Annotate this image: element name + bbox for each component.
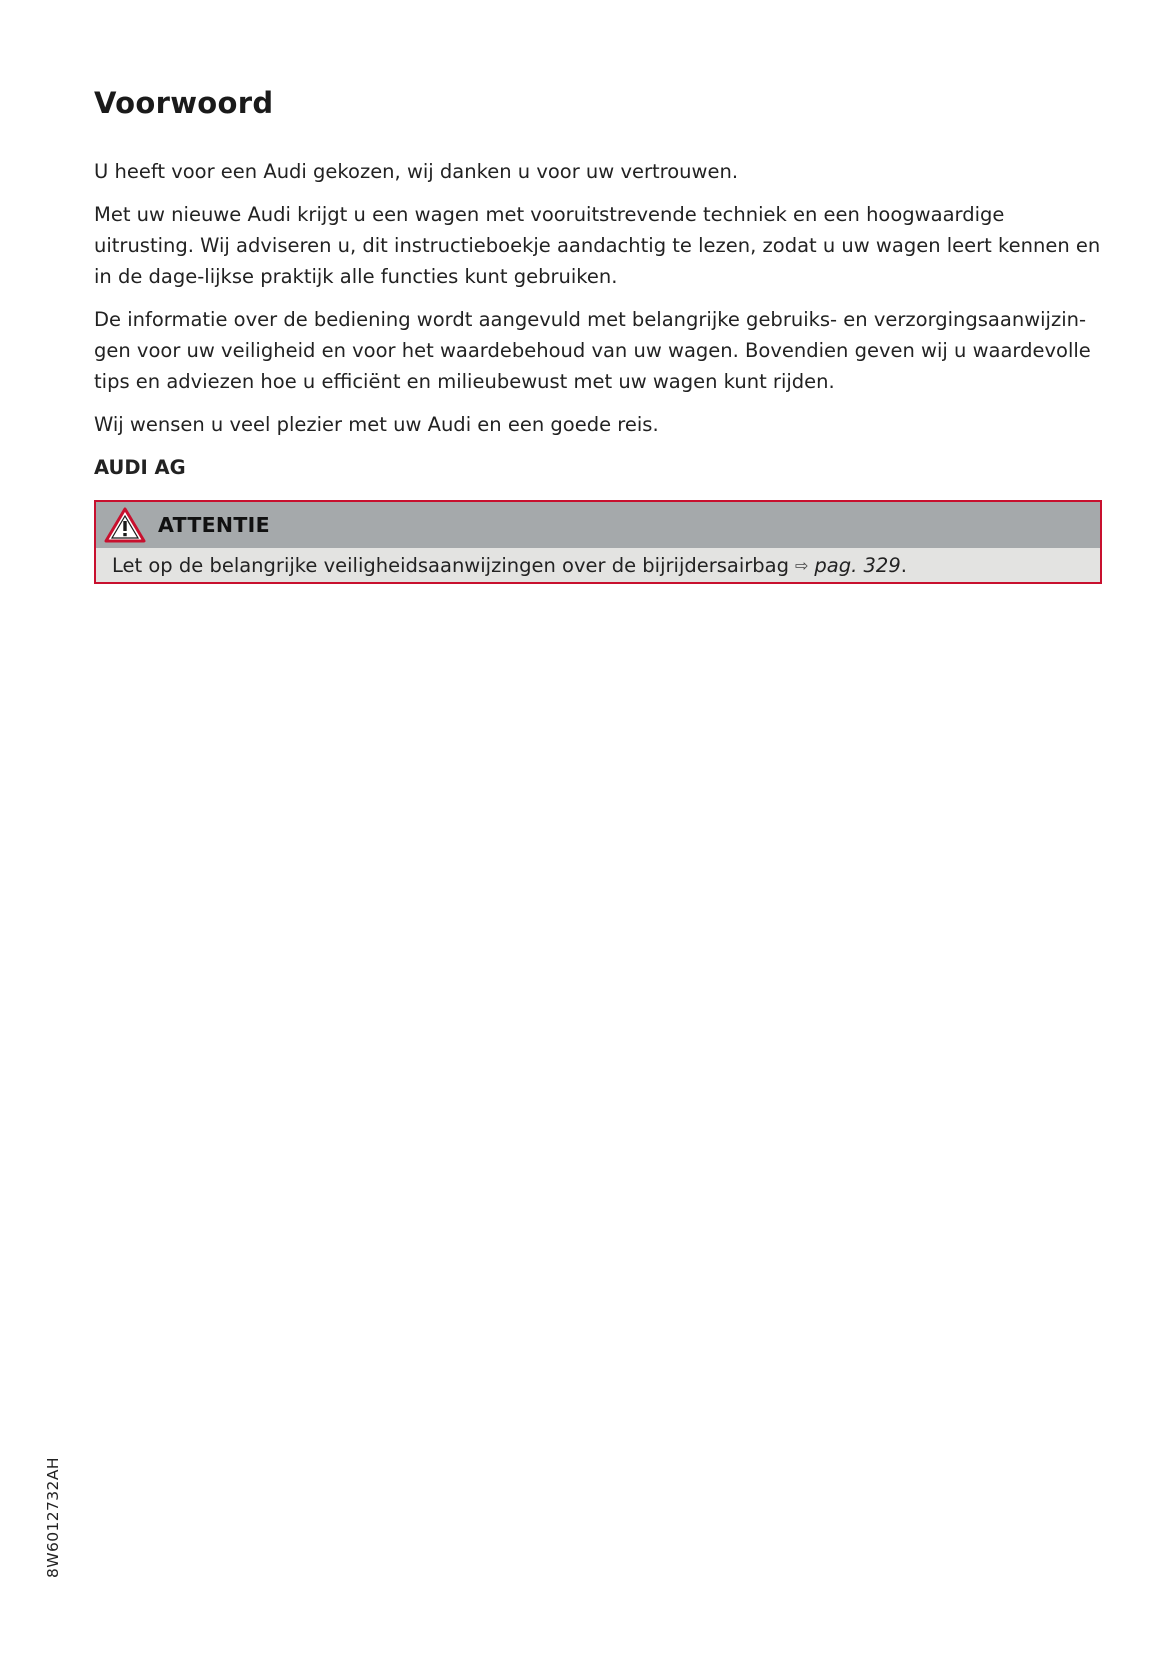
warning-text: Let op de belangrijke veiligheidsaanwijzingen over de bijrijdersairbag (112, 553, 789, 577)
warning-triangle-icon (104, 507, 146, 543)
paragraph-information: De informatie over de bediening wordt aangevuld met belangrijke gebruiks- en verzorgingsaanwijzin-gen voor uw veiligheid en voor het waardebehoud van uw wagen. Bovendien geven wij u waardevolle tips en adviezen hoe u efficiënt en milieubewust met uw wagen kunt rijden. (94, 308, 1091, 393)
signature: AUDI AG (94, 456, 186, 479)
paragraph-thanks: U heeft voor een Audi gekozen, wij danken u voor uw vertrouwen. (94, 160, 739, 183)
warning-period: . (900, 553, 907, 577)
paragraph-wishes: Wij wensen u veel plezier met uw Audi en een goede reis. (94, 413, 659, 436)
page-reference-link[interactable]: pag. 329 (814, 553, 901, 577)
warning-title: ATTENTIE (158, 513, 270, 537)
arrow-reference-icon: ⇨ (795, 555, 809, 575)
foreword-content (94, 156, 1104, 483)
warning-box (94, 500, 1102, 584)
warning-body (96, 548, 1100, 582)
warning-header (96, 502, 1100, 548)
document-code: 8W6012732AH (44, 1457, 62, 1578)
paragraph-intro: Met uw nieuwe Audi krijgt u een wagen met vooruitstrevende techniek en een hoogwaardige uitrusting. Wij adviseren u, dit instructieboekje aandachtig te lezen, zodat u uw wagen leert kennen en in de dage-lijkse praktijk alle functies kunt gebruiken. (94, 203, 1101, 288)
page-title: Voorwoord (94, 86, 274, 120)
